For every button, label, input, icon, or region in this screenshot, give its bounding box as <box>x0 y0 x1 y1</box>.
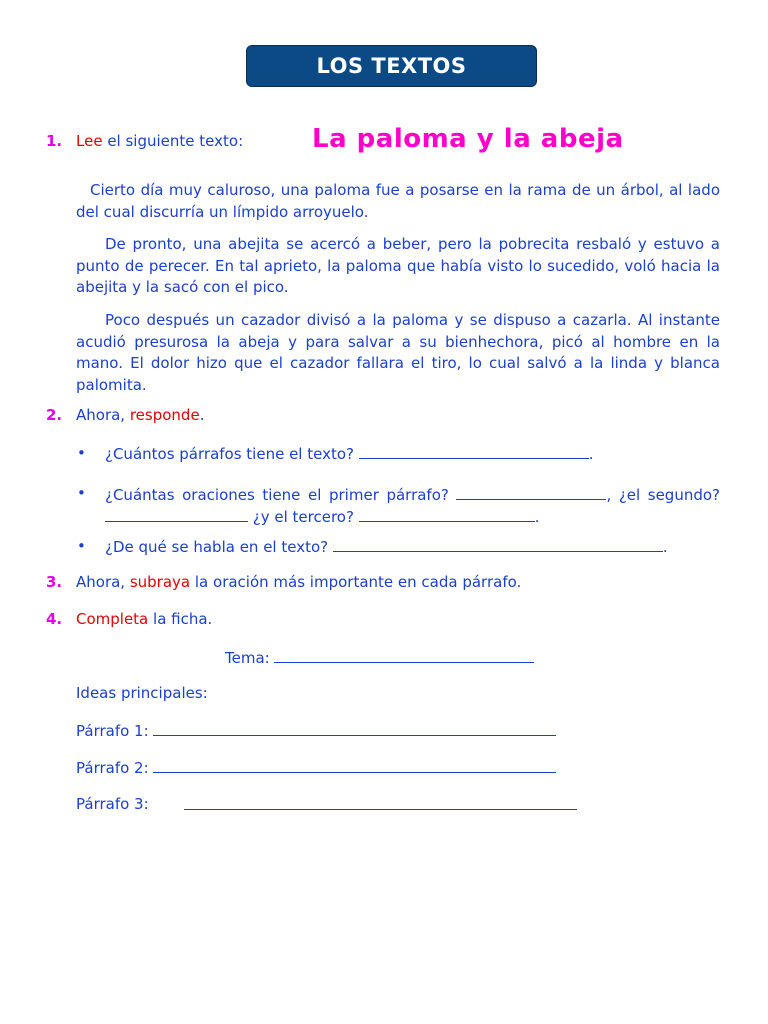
paragraph-1-row <box>76 721 556 740</box>
instruction-2-prefix: Ahora, <box>76 406 130 424</box>
tema-label: Tema: <box>225 649 275 667</box>
instruction-4-suffix: la ficha. <box>148 610 213 628</box>
paragraph-3-blank[interactable] <box>184 795 577 810</box>
story-paragraph-3: Poco después un cazador divisó a la paloma y se dispuso a cazarla. Al instante acudió presurosa la abeja y para salvar a su bienhechora, picó al hombre en la mano. El dolor hizo que el cazador fallara el tiro, lo cual salvó a la linda y blanca palomita. <box>76 311 720 394</box>
question-2 <box>105 484 720 528</box>
instruction-4 <box>76 610 212 628</box>
instruction-1 <box>76 132 243 150</box>
tema-row <box>225 648 534 667</box>
question-3-end: . <box>662 538 668 556</box>
question-2-part1: ¿Cuántas oraciones tiene el primer párrafo? <box>105 486 457 504</box>
step-number-3: 3. <box>46 573 63 591</box>
story-paragraph-2: De pronto, una abejita se acercó a beber, pero la pobrecita resbaló y estuvo a punto de perecer. En tal aprieto, la paloma que había visto lo sucedido, voló hacia la abejita y la sacó con el pico. <box>76 235 720 296</box>
ideas-label: Ideas principales: <box>76 684 208 702</box>
instruction-4-verb: Completa <box>76 610 149 628</box>
answer-blank-first[interactable] <box>456 485 606 500</box>
tema-blank[interactable] <box>274 648 534 663</box>
question-2-end: . <box>534 508 540 526</box>
bullet-3: • <box>77 537 86 555</box>
answer-blank-second[interactable] <box>105 507 248 522</box>
question-1-text: ¿Cuántos párrafos tiene el texto? <box>105 445 359 463</box>
page-title: LOS TEXTOS <box>246 45 537 87</box>
instruction-2-suffix: . <box>199 406 205 424</box>
answer-blank-paragraphs[interactable] <box>359 444 589 459</box>
instruction-3-verb: subraya <box>129 573 191 591</box>
paragraph-1-label: Párrafo 1: <box>76 722 154 740</box>
bullet-1: • <box>77 444 86 462</box>
answer-blank-third[interactable] <box>359 507 535 522</box>
instruction-2 <box>76 406 204 424</box>
story-paragraph-1: Cierto día muy caluroso, una paloma fue a posarse en la rama de un árbol, al lado del cual discurría un límpido arroyuelo. <box>76 181 720 221</box>
question-2-part2: , ¿el segundo? <box>606 486 721 504</box>
paragraph-2-blank[interactable] <box>153 758 556 773</box>
instruction-3 <box>76 573 521 591</box>
paragraph-2-row <box>76 758 556 777</box>
paragraph-2-label: Párrafo 2: <box>76 759 154 777</box>
question-3 <box>105 537 668 556</box>
step-number-1: 1. <box>46 132 63 150</box>
instruction-3-suffix: la oración más importante en cada párrafo. <box>190 573 522 591</box>
question-2-part3: ¿y el tercero? <box>248 508 359 526</box>
story-title: La paloma y la abeja <box>312 124 624 154</box>
bullet-2: • <box>77 484 86 502</box>
instruction-2-verb: responde <box>129 406 200 424</box>
instruction-1-text: el siguiente texto: <box>102 132 244 150</box>
instruction-1-verb: Lee <box>76 132 103 150</box>
paragraph-3-label: Párrafo 3: <box>76 795 149 813</box>
question-1-end: . <box>588 445 594 463</box>
paragraph-3-row <box>184 795 577 814</box>
instruction-3-prefix: Ahora, <box>76 573 130 591</box>
step-number-2: 2. <box>46 406 63 424</box>
question-1 <box>105 444 594 463</box>
question-3-text: ¿De qué se habla en el texto? <box>105 538 333 556</box>
paragraph-1-blank[interactable] <box>153 721 556 736</box>
step-number-4: 4. <box>46 610 63 628</box>
answer-blank-topic[interactable] <box>333 537 663 552</box>
